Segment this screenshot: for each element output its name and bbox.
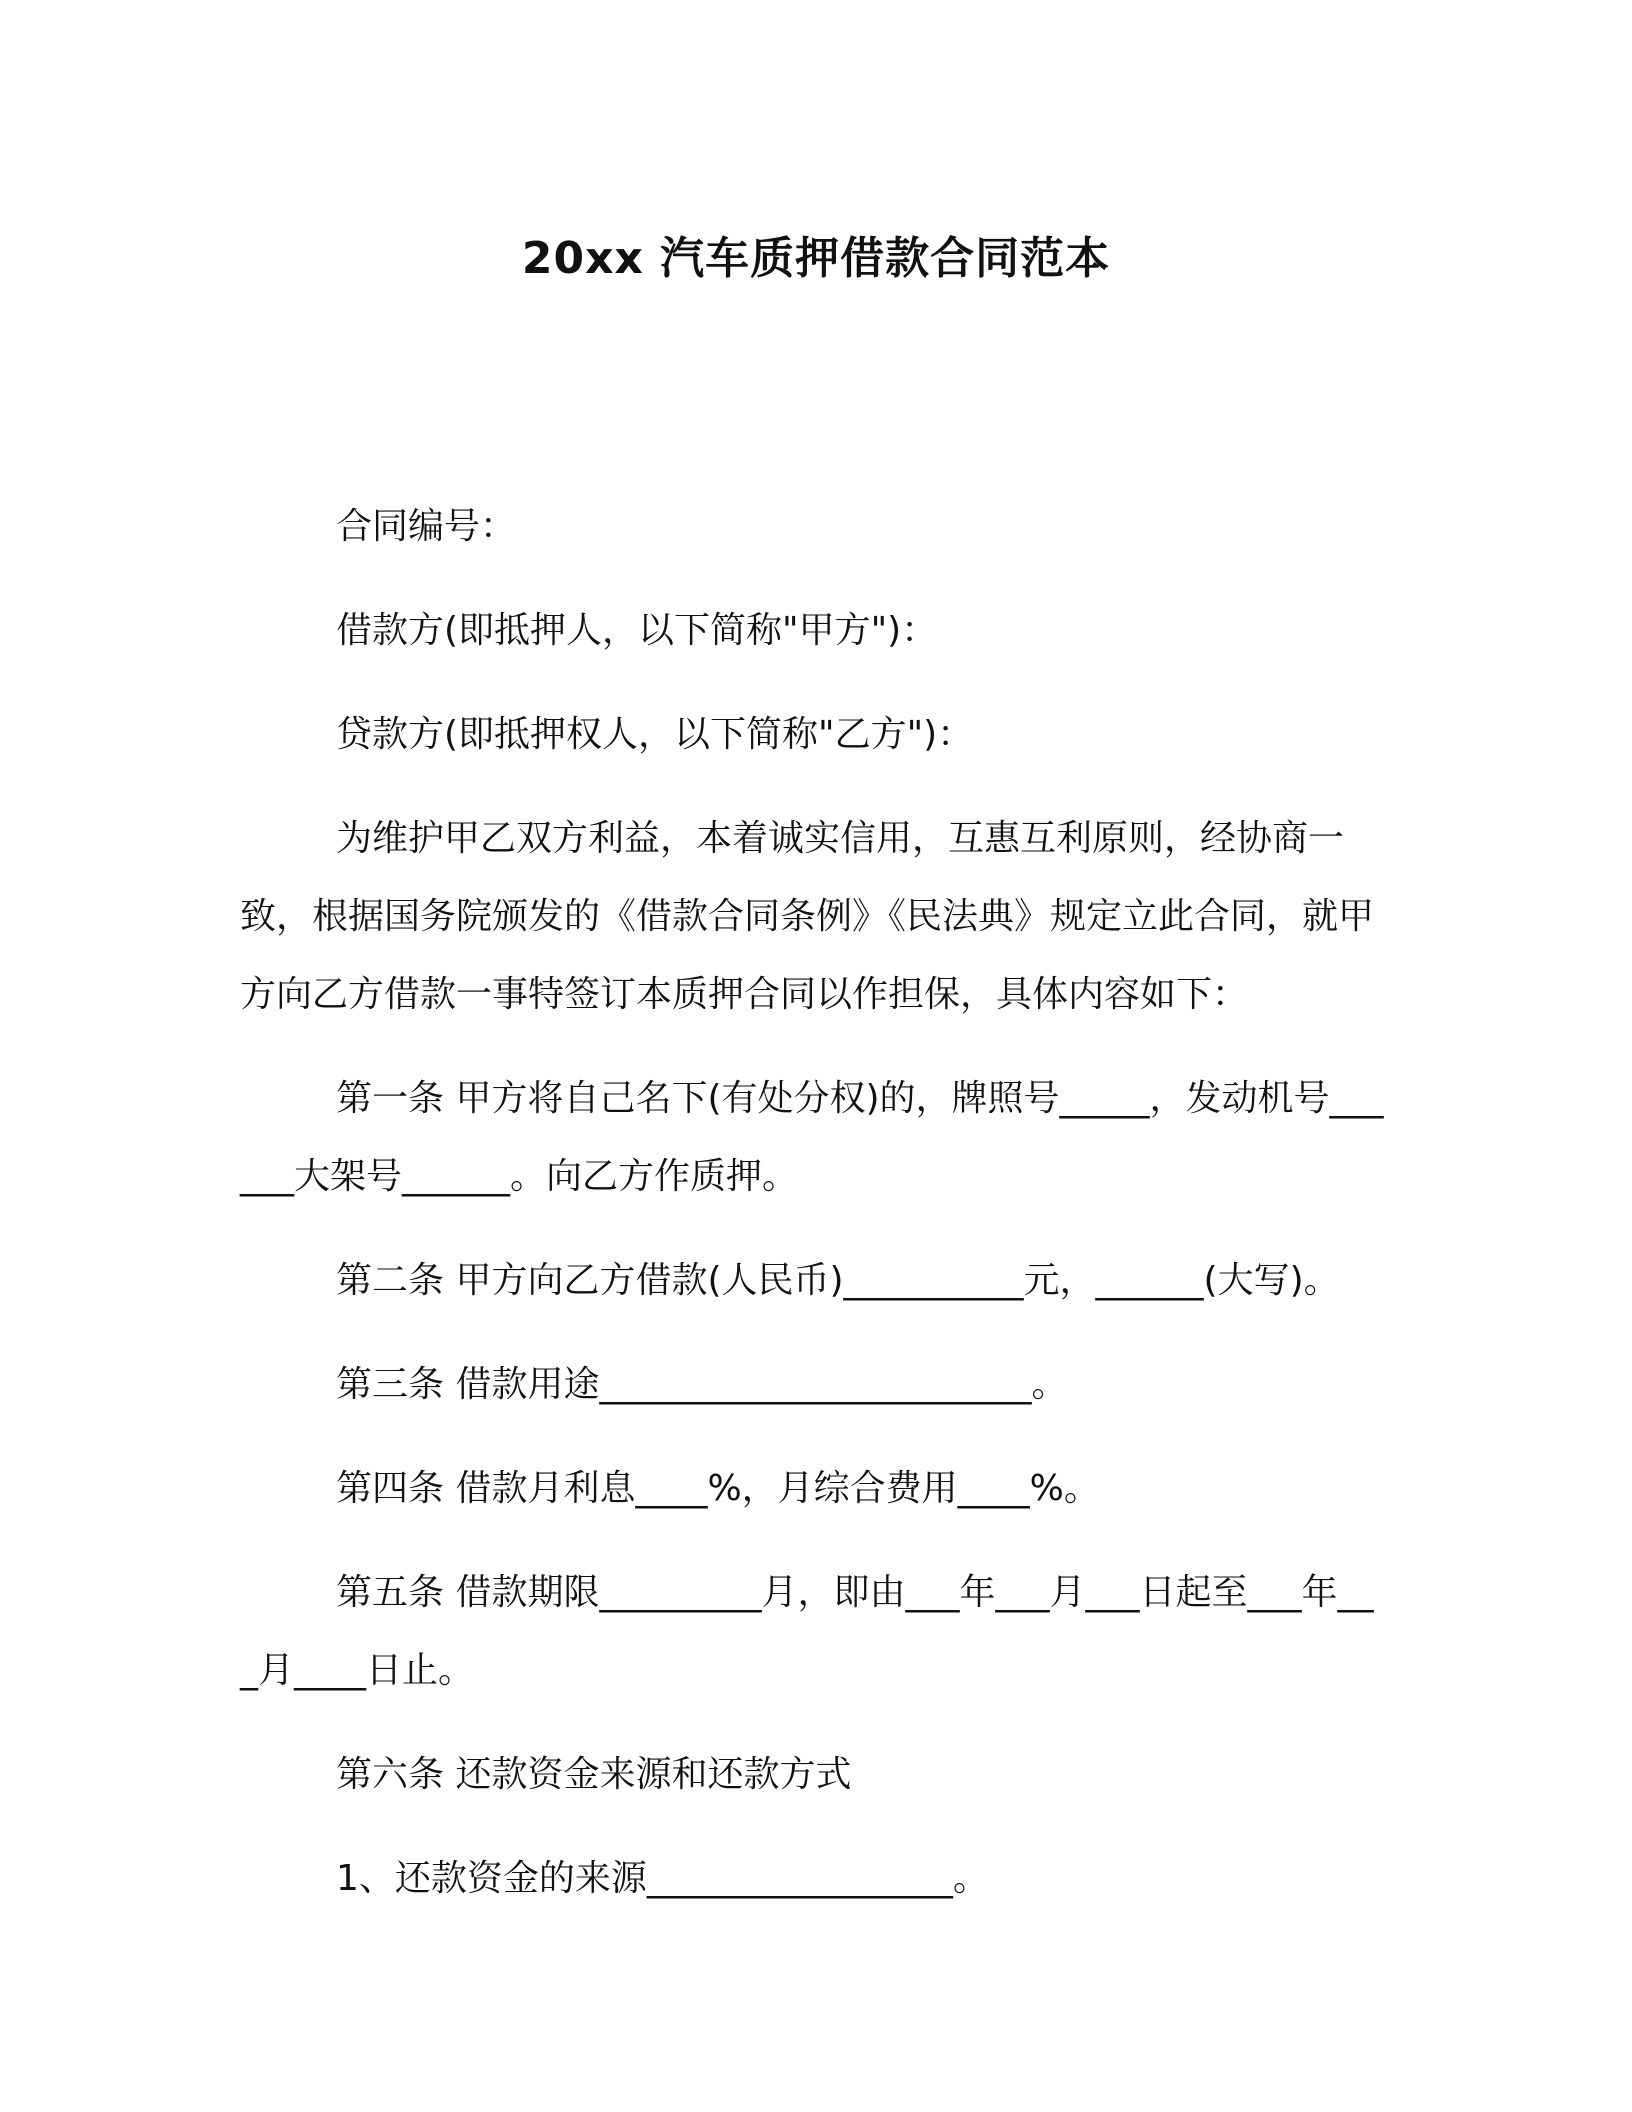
article-2: 第二条 甲方向乙方借款(人民币)__________元，______(大写)。: [336, 1260, 1340, 1301]
article-1: 第一条 甲方将自己名下(有处分权)的，牌照号_____，发动机号______大架号______。向乙方作质押。: [240, 1078, 1384, 1197]
contract-number-line: 合同编号：: [336, 506, 517, 547]
article-4: 第四条 借款月利息____%，月综合费用____%。: [336, 1468, 1100, 1509]
lender-line: 贷款方(即抵押权人，以下简称"乙方")：: [336, 714, 974, 755]
article-6-heading: 第六条 还款资金来源和还款方式: [336, 1754, 852, 1795]
article-3: 第三条 借款用途________________________。: [336, 1364, 1068, 1405]
article-5: 第五条 借款期限_________月，即由___年___月___日起至___年___月____日止。: [240, 1572, 1374, 1691]
repayment-source-item: 1、还款资金的来源_________________。: [336, 1858, 989, 1899]
borrower-line: 借款方(即抵押人，以下简称"甲方")：: [336, 610, 938, 651]
document-title: 20xx 汽车质押借款合同范本: [521, 233, 1111, 284]
document-body: [240, 488, 1386, 1944]
preamble-paragraph: 为维护甲乙双方利益，本着诚实信用，互惠互利原则，经协商一致，根据国务院颁发的《借款合同条例》《民法典》规定立此合同，就甲方向乙方借款一事特签订本质押合同以作担保，具体内容如下：: [240, 818, 1375, 1015]
